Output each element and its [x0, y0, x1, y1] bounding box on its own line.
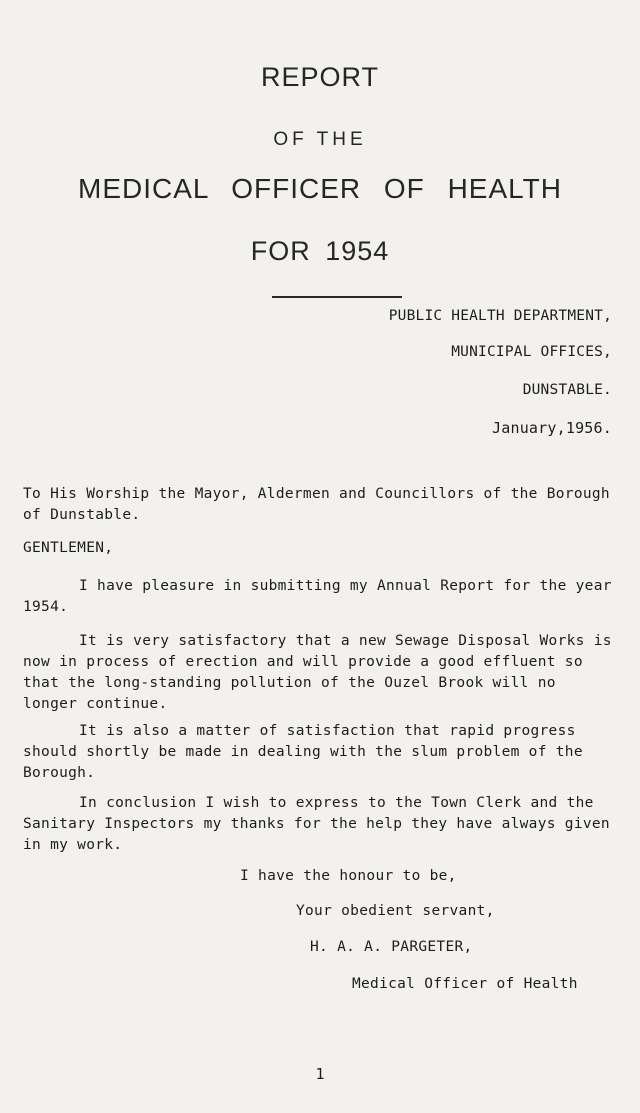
letter-salutation: GENTLEMEN,: [23, 540, 114, 556]
letter-paragraph: I have pleasure in submitting my Annual Report for the year 1954.: [23, 578, 612, 615]
letter-paragraph: In conclusion I wish to express to the Town Clerk and the Sanitary Inspectors my thanks for the help they have always given in my work.: [23, 795, 610, 853]
address-offices: MUNICIPAL OFFICES,: [451, 344, 612, 360]
address-department: PUBLIC HEALTH DEPARTMENT,: [388, 308, 612, 324]
address-town: DUNSTABLE.: [522, 382, 612, 398]
letter-paragraph: It is also a matter of satisfaction that rapid progress should shortly be made in dealing with the slum problem of the Borough.: [23, 723, 583, 781]
report-title: REPORT: [260, 62, 380, 92]
title-divider: [272, 296, 402, 298]
report-title-year: FOR 1954: [250, 236, 390, 266]
report-title-of-the: OF THE: [273, 129, 367, 150]
letter-date: January,1956.: [492, 419, 612, 437]
letter-valediction: Your obedient servant,: [296, 903, 495, 919]
page-number: 1: [315, 1065, 325, 1083]
letter-signature: H. A. A. PARGETER,: [310, 939, 473, 955]
signatory-title: Medical Officer of Health: [352, 976, 578, 992]
letter-addressee: To His Worship the Mayor, Aldermen and Councillors of the Borough of Dunstable.: [23, 486, 610, 523]
letter-closing: I have the honour to be,: [240, 868, 457, 884]
letter-paragraph: It is very satisfactory that a new Sewage Disposal Works is now in process of erection and will provide a good effluent so that the long-standing pollution of the Ouzel Brook will no longer continue.: [23, 633, 612, 712]
report-title-officer: MEDICAL OFFICER OF HEALTH: [78, 173, 562, 204]
